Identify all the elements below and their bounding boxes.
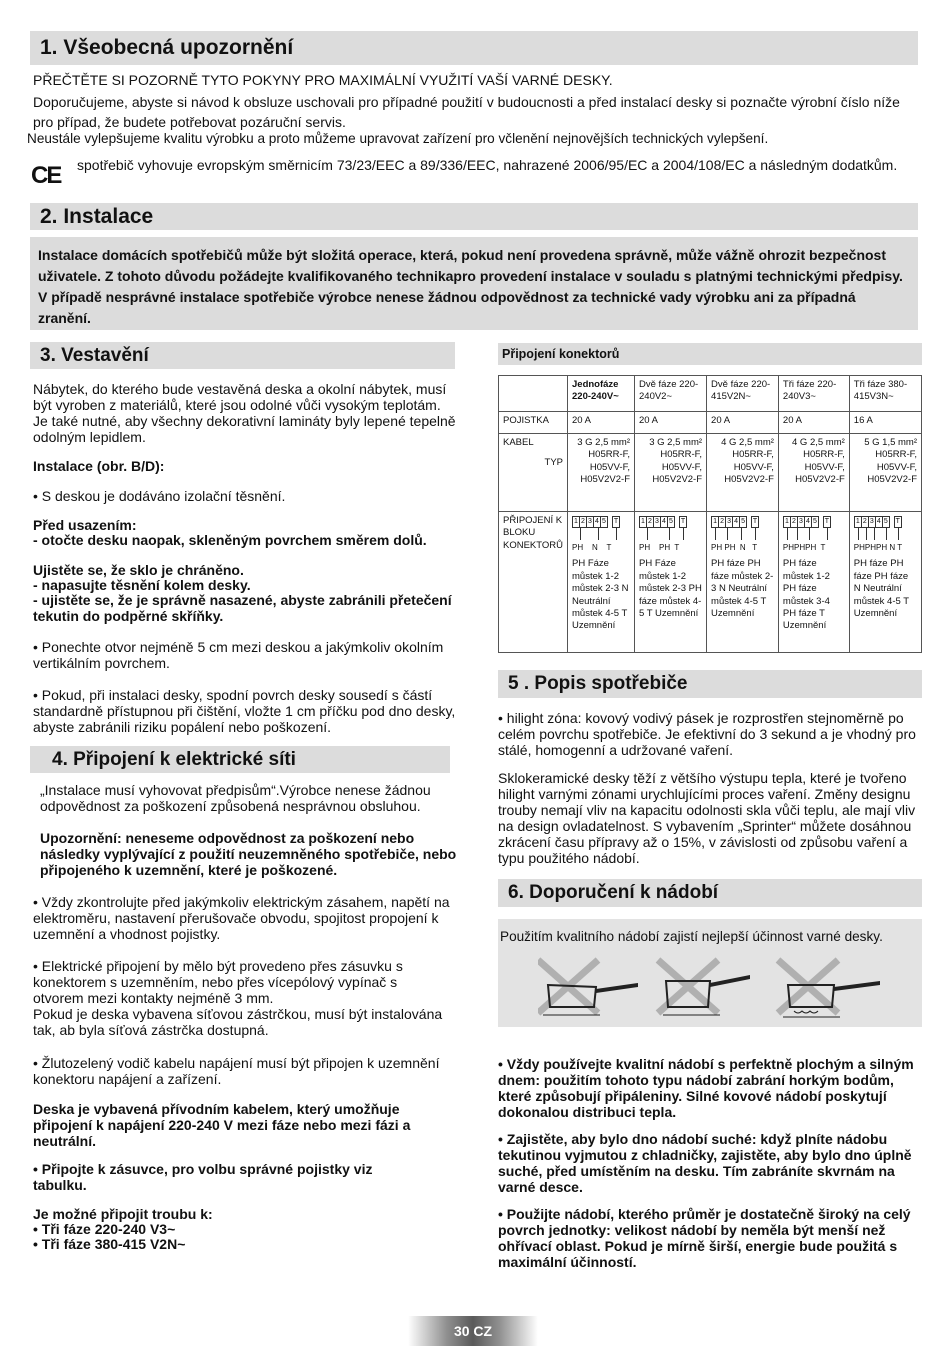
terminal-block-icon: 1 2 3 4 5 T — [711, 516, 758, 528]
glass-protected: Ujistěte se, že sklo je chráněno. — [33, 562, 244, 578]
table-row — [499, 411, 922, 433]
before-fitting-step: - otočte desku naopak, skleněným povrchem směrem dolů. — [33, 532, 427, 548]
cable-type-label: TYP — [544, 457, 563, 469]
wire-labels: PHPHPH T — [782, 542, 826, 552]
section-header-general — [30, 31, 918, 65]
terminal-block-icon: 1 2 3 4 5 T — [639, 516, 686, 528]
check-seal-step: - ujistěte se, že je správně nasazené, abyste zabránili přetečení tekutin do podpěrné skříňky. — [33, 592, 452, 624]
wrong-cookware-icons — [538, 955, 908, 1025]
warning-caps-line: PŘEČTĚTE SI POZORNĚ TYTO POKYNY PRO MAXIMÁLNÍ VYUŽITÍ VAŠÍ VARNÉ DESKY. — [33, 72, 613, 88]
wiring-icon — [854, 528, 917, 542]
section-title: 1. Všeobecná upozornění — [40, 36, 294, 59]
quality-cookware-tip: • Vždy používejte kvalitní nádobí s perfektně plochým a silným dnem: použitím tohoto typu nádobí zabrání horkým bodům, které způsobují připáleniny. Silné kovové nádobí poskytují dokonalou distribuci tepla. — [498, 1056, 914, 1120]
table-cell: 3 G 2,5 mm² H05RR-F, H05VV-F, H05V2V2-F — [635, 433, 707, 511]
connector-table-header — [498, 343, 922, 365]
table-cell — [778, 511, 849, 652]
three-phase-220: • Tři fáze 220-240 V3~ — [33, 1221, 176, 1237]
table-cell: 20 A — [635, 411, 707, 433]
table-cell: 20 A — [778, 411, 849, 433]
terminal-block-icon: 1 2 3 4 5 T — [854, 516, 901, 528]
section-title: 6. Doporučení k nádobí — [508, 882, 719, 903]
legend: PH Fáze můstek 1-2 můstek 2-3 PH fáze můstek 4-5 T Uzemnění — [639, 558, 702, 619]
intro-paragraph: Doporučujeme, abyste si návod k obsluze uschovali pro případné použití v budoucnosti a před instalací desky si poznačte výrobní číslo níže pro případ, že budete potřebovat pozáruční servis. — [33, 94, 900, 130]
wiring-icon — [783, 528, 845, 542]
wiring-icon — [572, 528, 630, 542]
hilight-zone-paragraph: • hilight zóna: kovový vodivý pásek je rozprostřen stejnoměrně po celém povrchu spotřebiče. Je efektivní do 3 sekund a je vhodný pro stálé, homogenní a udržované vaření. — [498, 710, 916, 758]
legend: PH fáze PH fáze PH fáze N Neutrální můstek 4-5 T Uzemnění — [853, 558, 909, 619]
wire-labels: PH PH N T — [711, 542, 758, 552]
wire-labels: PH N T — [572, 542, 612, 552]
fuse-table-note: • Připojte k zásuvce, pro volbu správné pojistky viz tabulku. — [33, 1161, 373, 1193]
row-label — [499, 433, 568, 511]
section-title: 4. Připojení k elektrické síti — [52, 748, 296, 770]
section-header-cookware — [498, 879, 922, 907]
diameter-tip: • Použijte nádobí, kterého průměr je dostatečně široký na celý povrch jednotky: velikost nádobí by neměla být menší než ohřívací oblast. Pokud je mírně širší, energie bude použitá s maximální účinností. — [498, 1206, 911, 1270]
dry-bottom-tip: • Zajistěte, aby bylo dno nádobí suché: když plníte nádobu tekutinou vyjmutou z chladničky, zajistěte, aby bylo dno úplně suché, před umístěním na desku. Tím zabráníte skvrnám na varné desce. — [498, 1131, 912, 1195]
section-header-description — [498, 670, 922, 698]
table-cell: 5 G 1,5 mm² H05RR-F, H05VV-F, H05V2V2-F — [849, 433, 921, 511]
wiring-icon — [711, 528, 774, 542]
supply-cable-note: Deska je vybavená přívodním kabelem, který umožňuje připojení k napájení 220-240 V mezi fáze nebo mezi fázi a neutrální. — [33, 1101, 411, 1149]
connector-table-title: Připojení konektorů — [502, 347, 620, 361]
table-cell — [849, 511, 921, 652]
row-label: PŘIPOJENÍ K BLOKU KONEKTORŮ — [499, 511, 568, 652]
legend: PH Fáze můstek 1-2 můstek 2-3 N Neutrální můstek 4-5 T Uzemnění — [572, 558, 629, 632]
installation-warning-box — [30, 237, 918, 330]
table-cell — [568, 511, 635, 652]
table-cell: 16 A — [849, 411, 921, 433]
fit-seal-step: - napasujte těsnění kolem desky. — [33, 577, 251, 593]
gap-note: • Ponechte otvor nejméně 5 cm mezi deskou a jakýmkoliv okolním vertikálním povrchem. — [33, 639, 444, 671]
section-header-builtin — [30, 342, 455, 369]
section-header-electrical — [30, 746, 450, 773]
row-label: POJISTKA — [499, 411, 568, 433]
table-cell — [707, 511, 779, 652]
ceramic-paragraph: Sklokeramické desky těží z většího výstupu tepla, které je tvořeno hilight varnými zónami urychlujícími proces vaření. Změny designu trouby nemají vliv na kapacitu odolnosti skla vůči teplu, ale mají vliv na design ovladatelnost. S vybavením „Sprinter“ můžete dosáhnou zkrácení času přípravy až o 15%, v závislosti od způsobu vaření a typu použitého nádobí. — [498, 770, 916, 866]
wire-labels: PHPHPH N T — [853, 542, 903, 552]
legend: PH fáze můstek 1-2 PH fáze můstek 3-4 PH fáze T Uzemnění — [782, 558, 830, 632]
wiring-icon — [639, 528, 702, 542]
section-title: 5 . Popis spotřebiče — [508, 673, 688, 694]
legend: PH fáze PH fáze můstek 2-3 N Neutrální můstek 4-5 T Uzemnění — [711, 558, 774, 619]
table-cell — [635, 511, 707, 652]
seal-note: • S deskou je dodáváno izolační těsnění. — [33, 488, 286, 504]
three-phase-380: • Tři fáze 380-415 V2N~ — [33, 1236, 186, 1252]
connector-table — [498, 375, 922, 653]
table-row — [499, 376, 922, 412]
table-header-cell: Jednofáze 220-240V~ — [568, 376, 635, 412]
ce-text: spotřebič vyhovuje evropským směrnicím 73/23/EEC a 89/336/EEC, nahrazené 2006/95/EC a 2004/108/EC a následným dodatkům. — [77, 157, 898, 173]
wet-pan-icon — [778, 960, 880, 1017]
installation-warning-text: Instalace domácích spotřebičů může být složitá operace, která, pokud není provedena správně, může vážně ohrozit bezpečnost uživatele. Z tohoto důvodu požádejte kvalifikovaného technikapro provedení instalace v souladu s platnými technickými předpisy. V případě nesprávné instalace spotřebiče výrobce nenese žádnou odpovědnost za technické vady výrobku ani za případná zranění. — [38, 247, 903, 326]
improvement-note: Neustále vylepšujeme kvalitu výrobku a proto můžeme upravovat zařízení pro včlenění nejnovějších technických vylepšení. — [27, 131, 769, 146]
earth-wire-note: • Žlutozelený vodič kabelu napájení musí být připojen k uzemnění konektoru napájení a zařízení. — [33, 1055, 440, 1087]
connection-socket: • Elektrické připojení by mělo být provedeno přes zásuvku s konektorem s uzemněním, nebo přes vícepólový vypínač s otvorem mezi kontakty nejméně 3 mm. — [33, 958, 403, 1006]
cable-label: KABEL — [503, 436, 534, 448]
ce-mark-icon: CE — [31, 162, 61, 189]
table-cell: 20 A — [568, 411, 635, 433]
table-cell: 3 G 2,5 mm² H05RR-F, H05VV-F, H05V2V2-F — [568, 433, 635, 511]
table-cell: 4 G 2,5 mm² H05RR-F, H05VV-F, H05V2V2-F — [707, 433, 779, 511]
table-header-cell: Dvě fáze 220-415V2N~ — [707, 376, 779, 412]
section-title: 3. Vestavění — [40, 344, 149, 366]
partition-note: • Pokud, při instalaci desky, spodní povrch desky sousedí s částí standardně přístupnou při čištění, vložte 1 cm příčku pod dno desky, abyste zabránili riziku popálení nebo poškození. — [33, 687, 456, 735]
cookware-illustration-box — [498, 919, 922, 1027]
before-fitting-heading: Před usazením: — [33, 517, 137, 533]
oven-connect-heading: Je možné připojit troubu k: — [33, 1206, 213, 1222]
table-row — [499, 433, 922, 511]
furniture-paragraph: Nábytek, do kterého bude vestavěná deska a okolní nábytek, musí být vyroben z materiálů, které jsou odolné vůči vysokým teplotám. Je také nutné, aby všechny dekorativní lamináty byly lepené tepelně odolným lepidlem. — [33, 381, 456, 445]
wire-labels: PH PH T — [639, 542, 680, 552]
table-header-cell: Tři fáze 380-415V3N~ — [849, 376, 921, 412]
table-cell: 4 G 2,5 mm² H05RR-F, H05VV-F, H05V2V2-F — [778, 433, 849, 511]
table-header-cell: Dvě fáze 220-240V2~ — [635, 376, 707, 412]
install-heading: Instalace (obr. B/D): — [33, 458, 165, 474]
warped-pan-icon — [538, 960, 638, 1015]
terminal-block-icon: 1 2 3 4 5 T — [783, 516, 830, 528]
section-title: 2. Instalace — [40, 204, 154, 228]
section-header-installation — [30, 203, 918, 230]
small-pan-icon — [658, 960, 750, 1015]
check-before-work: • Vždy zkontrolujte před jakýmkoliv elektrickým zásahem, napětí na elektroměru, nastavení přerušovače obvodu, spojitost propojení k uzemnění a vhodnost pojistky. — [33, 894, 450, 942]
table-header-cell: Tři fáze 220-240V3~ — [778, 376, 849, 412]
regulations-paragraph: „Instalace musí vyhovovat předpisům“.Výrobce nenese žádnou odpovědnost za poškození způsobená nesprávnou obsluhou. — [40, 782, 431, 814]
table-cell: 20 A — [707, 411, 779, 433]
terminal-block-icon: 1 2 3 4 5 T — [572, 516, 619, 528]
page-number: 30 CZ — [408, 1316, 538, 1346]
cookware-intro: Použitím kvalitního nádobí zajistí nejlepší účinnost varné desky. — [500, 929, 883, 944]
table-row — [499, 511, 922, 652]
plug-accessible: Pokud je deska vybavena síťovou zástrčkou, musí být instalována tak, ab byla síťová zástrčka dostupná. — [33, 1006, 443, 1038]
grounding-warning: Upozornění: neneseme odpovědnost za poškození nebo následky vyplývající z použití neuzemněného spotřebiče, nebo připojeného k uzemnění, které je poškozené. — [40, 830, 457, 878]
